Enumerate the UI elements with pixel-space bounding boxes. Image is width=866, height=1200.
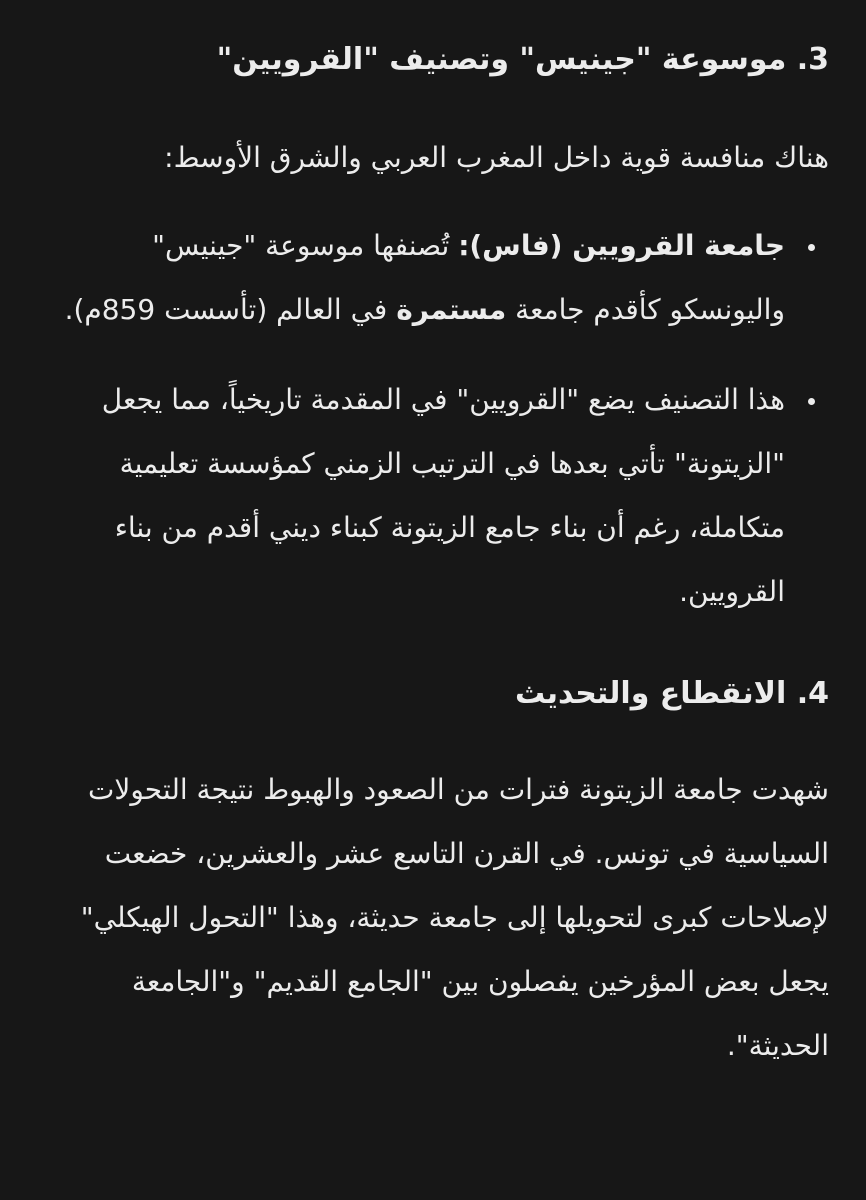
bullet-2-text: هذا التصنيف يضع "القرويين" في المقدمة تاريخياً، مما يجعل "الزيتونة" تأتي بعدها في الترتيب الزمني كمؤسسة تعليمية متكاملة، رغم أن بناء جامع الزيتونة كبناء ديني أقدم من بناء القرويين.: [101, 383, 785, 608]
bullet-1-text-a: تُصنفها موسوعة "جينيس" واليونسكو كأقدم جامعة: [152, 229, 785, 326]
bullet-list: [34, 214, 829, 624]
bullet-1-text-b: في العالم (تأسست 859م).: [64, 293, 397, 326]
bullet-1-emphasis: مستمرة: [396, 293, 507, 326]
section-3-heading: 3. موسوعة "جينيس" وتصنيف "القرويين": [216, 42, 829, 77]
bullet-1-label: جامعة القرويين (فاس):: [458, 229, 785, 262]
section-4-paragraph: شهدت جامعة الزيتونة فترات من الصعود والهبوط نتيجة التحولات السياسية في تونس. في القرن التاسع عشر والعشرين، خضعت لإصلاحات كبرى لتحويلها إلى جامعة حديثة، وهذا "التحول الهيكلي" يجعل بعض المؤرخين يفصلون بين "الجامع القديم" و"الجامعة الحديثة".: [80, 773, 829, 1062]
section-3-intro: هناك منافسة قوية داخل المغرب العربي والشرق الأوسط:: [164, 141, 829, 174]
section-4-heading: 4. الانقطاع والتحديث: [514, 676, 829, 711]
bullet-icon: [801, 368, 821, 432]
bullet-icon: [801, 214, 821, 278]
list-item: [34, 214, 829, 342]
list-item: [34, 368, 829, 624]
